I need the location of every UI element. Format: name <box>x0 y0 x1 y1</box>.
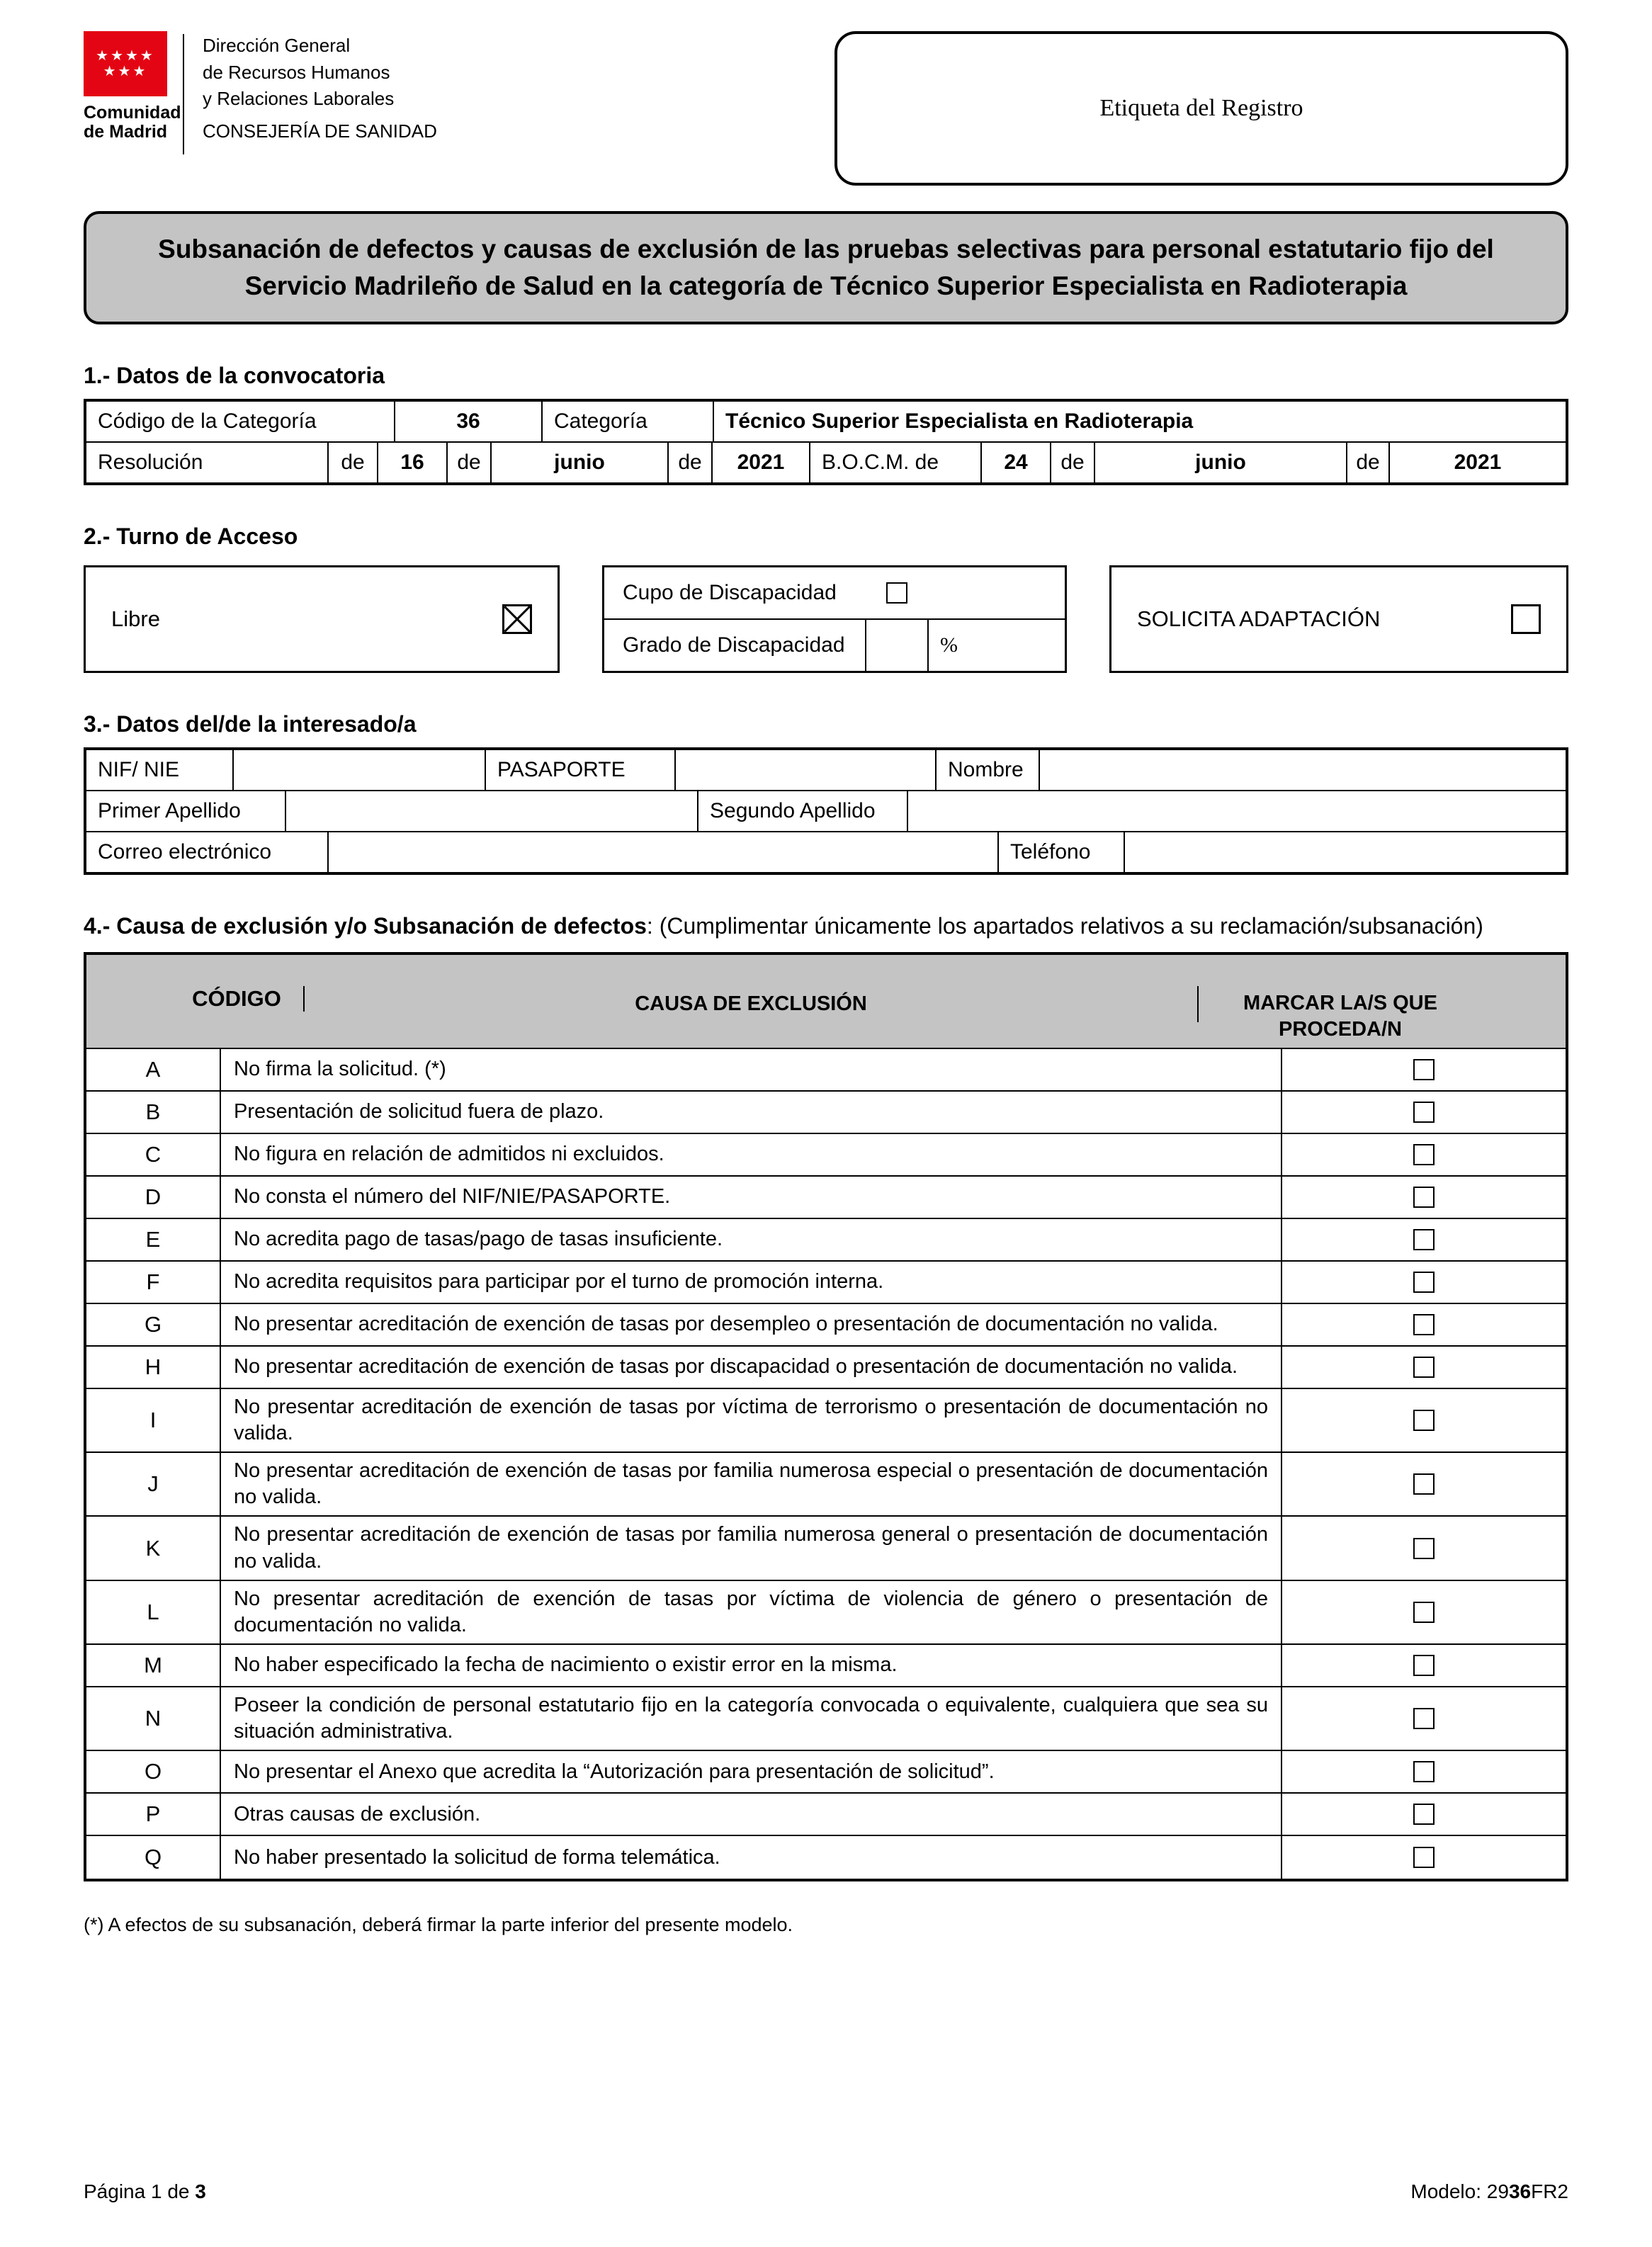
exclusion-code: C <box>86 1134 221 1175</box>
de-label: de <box>1347 443 1390 482</box>
exclusion-row-M <box>86 1645 1566 1687</box>
bocm-label: B.O.C.M. de <box>810 443 982 482</box>
exclusion-code: P <box>86 1794 221 1835</box>
exclusion-row-O <box>86 1751 1566 1794</box>
correo-input[interactable] <box>329 832 999 872</box>
logo-caption <box>84 103 181 142</box>
exclusion-checkbox-I[interactable] <box>1413 1410 1435 1431</box>
resolucion-year: 2021 <box>713 443 810 482</box>
resolucion-label: Resolución <box>86 443 329 482</box>
exclusion-code: E <box>86 1219 221 1260</box>
exclusion-mark-cell <box>1282 1645 1566 1686</box>
exclusion-checkbox-L[interactable] <box>1413 1602 1435 1623</box>
exclusion-cause: No firma la solicitud. (*) <box>221 1049 1282 1090</box>
pasaporte-input[interactable] <box>676 750 937 790</box>
page-header <box>0 0 1652 186</box>
exclusion-mark-cell <box>1282 1219 1566 1260</box>
exclusion-cause: No presentar acreditación de exención de tasas por víctima de terrorismo o presentación de documentación no valida. <box>221 1389 1282 1451</box>
grado-discapacidad-input[interactable] <box>865 620 929 671</box>
de-label: de <box>1051 443 1095 482</box>
pasaporte-label: PASAPORTE <box>486 750 676 790</box>
exclusion-code: O <box>86 1751 221 1792</box>
convocatoria-row2 <box>86 443 1566 482</box>
exclusion-code: A <box>86 1049 221 1090</box>
exclusion-code: B <box>86 1092 221 1133</box>
exclusion-row-H <box>86 1347 1566 1389</box>
exclusion-cause: No presentar acreditación de exención de tasas por familia numerosa especial o presentación de documentación no valida. <box>221 1453 1282 1515</box>
exclusion-cause: No acredita pago de tasas/pago de tasas insuficiente. <box>221 1219 1282 1260</box>
exclusion-table <box>84 952 1568 1881</box>
cupo-checkbox-cell <box>865 567 929 618</box>
convocatoria-table <box>84 399 1568 485</box>
cupo-discapacidad-checkbox[interactable] <box>886 582 907 604</box>
exclusion-mark-cell <box>1282 1347 1566 1388</box>
bocm-day: 24 <box>982 443 1051 482</box>
exclusion-row-B <box>86 1092 1566 1134</box>
exclusion-mark-cell <box>1282 1134 1566 1175</box>
grado-discapacidad-row <box>604 620 1065 671</box>
exclusion-checkbox-J[interactable] <box>1413 1473 1435 1495</box>
cupo-discapacidad-label: Cupo de Discapacidad <box>623 580 837 604</box>
exclusion-row-F <box>86 1262 1566 1304</box>
nombre-input[interactable] <box>1040 750 1566 790</box>
exclusion-code: N <box>86 1687 221 1750</box>
exclusion-checkbox-G[interactable] <box>1413 1314 1435 1335</box>
exclusion-code: H <box>86 1347 221 1388</box>
libre-checkbox[interactable] <box>502 604 532 634</box>
section4-heading-rest: : (Cumplimentar únicamente los apartados relativos a su reclamación/subsanación) <box>646 912 1483 939</box>
exclusion-row-K <box>86 1517 1566 1580</box>
causa-column-header: CAUSA DE EXCLUSIÓN <box>305 986 1199 1022</box>
categoria-label: Categoría <box>543 402 714 441</box>
org-line: y Relaciones Laborales <box>203 88 395 110</box>
bocm-year: 2021 <box>1454 450 1502 474</box>
exclusion-checkbox-B[interactable] <box>1413 1102 1435 1123</box>
exclusion-checkbox-D[interactable] <box>1413 1187 1435 1208</box>
exclusion-cause: No haber especificado la fecha de nacimiento o existir error en la misma. <box>221 1645 1282 1686</box>
nif-input[interactable] <box>234 750 486 790</box>
exclusion-cause: No presentar el Anexo que acredita la “Autorización para presentación de solicitud”. <box>221 1751 1282 1792</box>
org-text <box>203 31 437 145</box>
exclusion-code: L <box>86 1581 221 1643</box>
exclusion-row-C <box>86 1134 1566 1177</box>
exclusion-code: D <box>86 1177 221 1218</box>
exclusion-row-I <box>86 1389 1566 1453</box>
primer-apellido-input[interactable] <box>286 791 698 831</box>
exclusion-cause: Poseer la condición de personal estatutario fijo en la categoría convocada o equivalente, cualquiera que sea su situación administrativa. <box>221 1687 1282 1750</box>
categoria-value: Técnico Superior Especialista en Radioterapia <box>725 409 1194 433</box>
exclusion-cause: No presentar acreditación de exención de tasas por discapacidad o presentación de documentación no valida. <box>221 1347 1282 1388</box>
telefono-label: Teléfono <box>999 832 1125 872</box>
exclusion-cause: No figura en relación de admitidos ni excluidos. <box>221 1134 1282 1175</box>
comunidad-madrid-logo <box>84 31 181 142</box>
exclusion-checkbox-N[interactable] <box>1413 1708 1435 1729</box>
exclusion-checkbox-A[interactable] <box>1413 1059 1435 1080</box>
exclusion-mark-cell <box>1282 1794 1566 1835</box>
org-line: Dirección General <box>203 35 351 56</box>
exclusion-row-A <box>86 1049 1566 1092</box>
header-divider <box>183 34 184 154</box>
exclusion-checkbox-H[interactable] <box>1413 1357 1435 1378</box>
libre-label: Libre <box>111 606 160 631</box>
solicita-adaptacion-box <box>1109 565 1568 673</box>
exclusion-checkbox-O[interactable] <box>1413 1761 1435 1782</box>
exclusion-row-P <box>86 1794 1566 1836</box>
exclusion-code: G <box>86 1304 221 1345</box>
nombre-label: Nombre <box>937 750 1040 790</box>
exclusion-row-J <box>86 1453 1566 1517</box>
exclusion-mark-cell <box>1282 1687 1566 1750</box>
exclusion-cause: No consta el número del NIF/NIE/PASAPORTE. <box>221 1177 1282 1218</box>
exclusion-row-N <box>86 1687 1566 1751</box>
exclusion-table-header <box>86 955 1566 1049</box>
exclusion-row-G <box>86 1304 1566 1347</box>
interesado-row3 <box>86 832 1566 872</box>
interesado-table <box>84 747 1568 875</box>
footnote: (*) A efectos de su subsanación, deberá firmar la parte inferior del presente modelo. <box>84 1914 793 1936</box>
de-label: de <box>669 443 713 482</box>
exclusion-row-L <box>86 1581 1566 1645</box>
registry-label-box <box>835 31 1568 186</box>
exclusion-code: F <box>86 1262 221 1303</box>
exclusion-mark-cell <box>1282 1262 1566 1303</box>
turno-acceso-row <box>84 565 1568 673</box>
exclusion-mark-cell <box>1282 1453 1566 1515</box>
exclusion-cause: No presentar acreditación de exención de tasas por desempleo o presentación de documentación no valida. <box>221 1304 1282 1345</box>
discapacidad-box <box>602 565 1067 673</box>
section4-heading-bold: 4.- Causa de exclusión y/o Subsanación de defectos <box>84 912 647 939</box>
interesado-row2 <box>86 791 1566 832</box>
exclusion-code: K <box>86 1517 221 1579</box>
stars-icon: ★★★ <box>103 63 148 79</box>
exclusion-cause: No haber presentado la solicitud de forma telemática. <box>221 1836 1282 1879</box>
telefono-input[interactable] <box>1125 832 1566 872</box>
codigo-column-header: CÓDIGO <box>170 986 305 1012</box>
bocm-month: junio <box>1095 443 1347 482</box>
logo-caption-line2: de Madrid <box>84 122 168 142</box>
solicita-adaptacion-checkbox[interactable] <box>1511 604 1541 634</box>
exclusion-row-Q <box>86 1836 1566 1879</box>
primer-apellido-label: Primer Apellido <box>86 791 286 831</box>
codigo-categoria-value: 36 <box>395 402 543 441</box>
cupo-spacer <box>929 567 1065 618</box>
resolucion-day: 16 <box>378 443 448 482</box>
page-number: Página 1 de 3 <box>84 2180 206 2202</box>
stars-icon: ★★★★ <box>96 47 155 64</box>
section3-heading: 3.- Datos del/de la interesado/a <box>84 711 417 737</box>
de-label: de <box>329 443 378 482</box>
madrid-flag-icon <box>84 31 167 96</box>
turno-libre-box <box>84 565 560 673</box>
form-title: Subsanación de defectos y causas de exclusión de las pruebas selectivas para personal estatutario fijo del Servicio Madrileño de Salud en la categoría de Técnico Superior Especialista en Radioterapia <box>84 211 1568 324</box>
codigo-categoria-label: Código de la Categoría <box>86 402 395 441</box>
exclusion-code: M <box>86 1645 221 1686</box>
percent-symbol: % <box>940 633 958 657</box>
exclusion-row-E <box>86 1219 1566 1262</box>
exclusion-mark-cell <box>1282 1304 1566 1345</box>
registry-label: Etiqueta del Registro <box>1099 95 1303 121</box>
exclusion-cause: Otras causas de exclusión. <box>221 1794 1282 1835</box>
correo-label: Correo electrónico <box>86 832 329 872</box>
exclusion-cause: No presentar acreditación de exención de tasas por víctima de violencia de género o presentación de documentación no valida. <box>221 1581 1282 1643</box>
page-footer <box>84 2180 1568 2203</box>
interesado-row1 <box>86 750 1566 791</box>
org-line-consejeria: CONSEJERÍA DE SANIDAD <box>203 120 437 142</box>
solicita-adaptacion-label: SOLICITA ADAPTACIÓN <box>1137 606 1381 631</box>
segundo-apellido-input[interactable] <box>908 791 1566 831</box>
exclusion-checkbox-E[interactable] <box>1413 1229 1435 1250</box>
resolucion-month: junio <box>492 443 669 482</box>
exclusion-row-D <box>86 1177 1566 1219</box>
exclusion-mark-cell <box>1282 1751 1566 1792</box>
exclusion-cause: No acredita requisitos para participar por el turno de promoción interna. <box>221 1262 1282 1303</box>
exclusion-mark-cell <box>1282 1836 1566 1879</box>
section1-heading: 1.- Datos de la convocatoria <box>84 362 385 388</box>
exclusion-checkbox-F[interactable] <box>1413 1272 1435 1293</box>
de-label: de <box>448 443 492 482</box>
exclusion-code: J <box>86 1453 221 1515</box>
exclusion-table-body <box>86 1049 1566 1879</box>
marcar-column-header: MARCAR LA/S QUE PROCEDA/N <box>1243 991 1437 1041</box>
exclusion-cause: Presentación de solicitud fuera de plazo. <box>221 1092 1282 1133</box>
logo-caption-line1: Comunidad <box>84 103 181 123</box>
grado-discapacidad-label: Grado de Discapacidad <box>623 633 845 657</box>
section4-heading <box>84 913 1568 939</box>
section2-heading: 2.- Turno de Acceso <box>84 523 298 549</box>
exclusion-cause: No presentar acreditación de exención de tasas por familia numerosa general o presentación de documentación no valida. <box>221 1517 1282 1579</box>
exclusion-checkbox-Q[interactable] <box>1413 1847 1435 1868</box>
exclusion-mark-cell <box>1282 1177 1566 1218</box>
org-line: de Recursos Humanos <box>203 61 390 83</box>
exclusion-mark-cell <box>1282 1581 1566 1643</box>
exclusion-mark-cell <box>1282 1049 1566 1090</box>
exclusion-checkbox-K[interactable] <box>1413 1538 1435 1559</box>
nif-label: NIF/ NIE <box>86 750 234 790</box>
segundo-apellido-label: Segundo Apellido <box>698 791 908 831</box>
exclusion-mark-cell <box>1282 1517 1566 1579</box>
model-number: Modelo: 2936FR2 <box>1410 2180 1568 2202</box>
exclusion-mark-cell <box>1282 1389 1566 1451</box>
exclusion-checkbox-C[interactable] <box>1413 1144 1435 1165</box>
exclusion-checkbox-M[interactable] <box>1413 1655 1435 1676</box>
exclusion-mark-cell <box>1282 1092 1566 1133</box>
exclusion-code: Q <box>86 1836 221 1879</box>
convocatoria-row1 <box>86 402 1566 443</box>
cupo-discapacidad-row <box>604 567 1065 620</box>
exclusion-code: I <box>86 1389 221 1451</box>
exclusion-checkbox-P[interactable] <box>1413 1804 1435 1825</box>
